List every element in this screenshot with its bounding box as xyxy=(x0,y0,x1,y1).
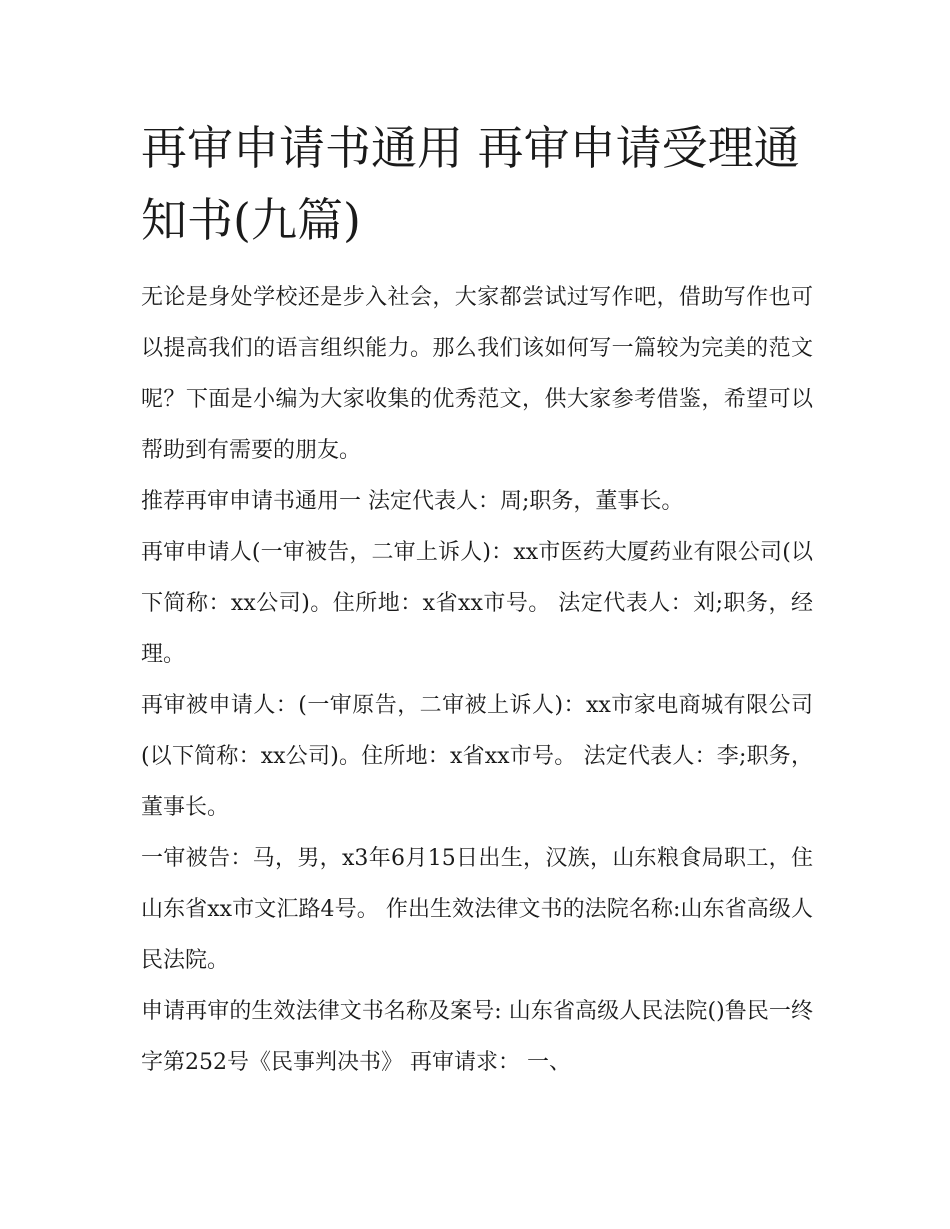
paragraph-recommendation: 推荐再审申请书通用一 法定代表人：周;职务，董事长。 xyxy=(141,489,684,514)
paragraph-judgment-reference: 申请再审的生效法律文书名称及案号: 山东省高级人民法院()鲁民一终字第252号《民事判决书》 再审请求： 一、 xyxy=(141,999,813,1075)
document-title: 再审申请书通用 再审申请受理通知书(九篇) xyxy=(141,121,800,247)
document-content xyxy=(141,112,813,1088)
paragraph-first-instance-defendant: 一审被告：马，男，x3年6月15日出生，汉族，山东粮食局职工，住山东省xx市文汇路4号。 作出生效法律文书的法院名称:山东省高级人民法院。 xyxy=(141,846,813,973)
paragraph-respondent: 再审被申请人：(一审原告，二审被上诉人)：xx市家电商城有限公司(以下简称：xx公司)。住所地：x省xx市号。 法定代表人：李;职务，董事长。 xyxy=(141,693,813,820)
document-body xyxy=(141,272,813,1088)
intro-paragraph: 无论是身处学校还是步入社会，大家都尝试过写作吧，借助写作也可以提高我们的语言组织能力。那么我们该如何写一篇较为完美的范文呢？下面是小编为大家收集的优秀范文，供大家参考借鉴，希望可以帮助到有需要的朋友。 xyxy=(141,285,813,463)
paragraph-applicant: 再审申请人(一审被告，二审上诉人)：xx市医药大厦药业有限公司(以下简称：xx公司)。住所地：x省xx市号。 法定代表人：刘;职务，经理。 xyxy=(141,540,813,667)
